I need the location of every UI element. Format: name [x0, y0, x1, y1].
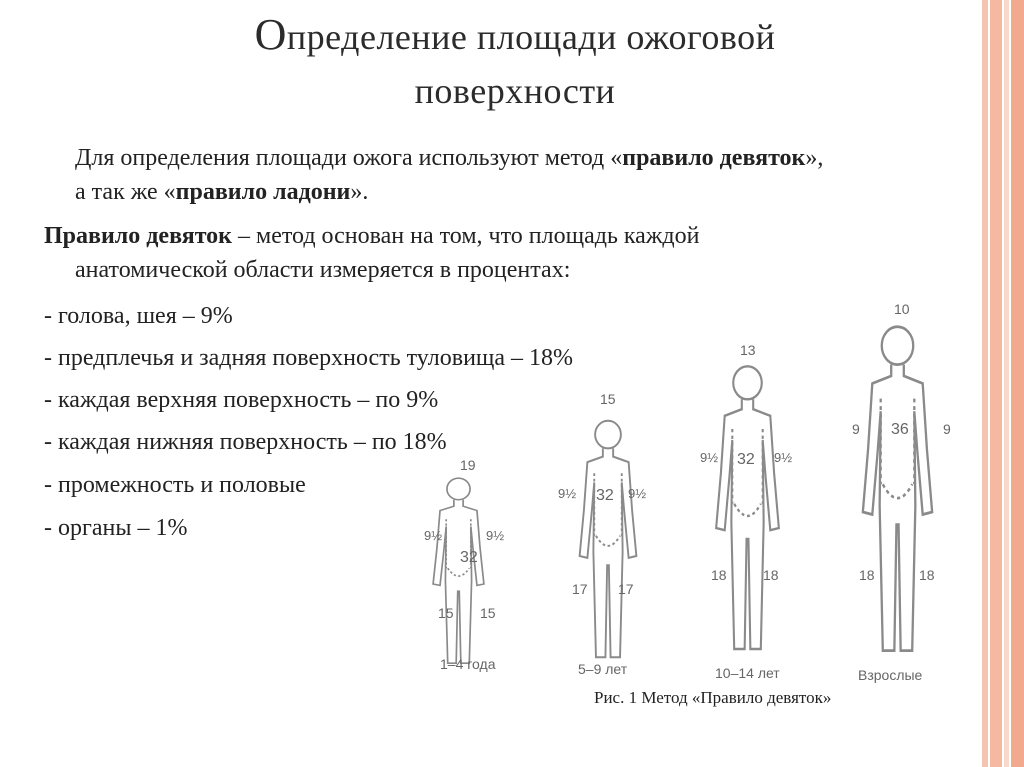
age-group-label: 5–9 лет	[578, 661, 628, 677]
arm-percent-label: 9½	[628, 486, 647, 501]
list-item: - предплечья и задняя поверхность туловища – 18%	[44, 345, 574, 371]
head-percent-label: 10	[894, 301, 910, 317]
leg-percent-label: 15	[480, 605, 496, 621]
trunk-percent-label: 32	[737, 451, 755, 468]
arm-percent-label: 9½	[486, 528, 505, 543]
head-percent-label: 19	[460, 457, 476, 473]
arm-percent-label: 9½	[700, 450, 719, 465]
intro-line-1: Для определения площади ожога используют метод «правило девяток»,	[75, 145, 824, 171]
list-item: - голова, шея – 9%	[44, 303, 233, 329]
slide-title: Определение площади ожоговой поверхности	[254, 10, 776, 111]
age-group-label: 1–4 года	[440, 656, 496, 672]
rule-line-1: Правило девяток – метод основан на том, что площадь каждой	[44, 223, 700, 249]
leg-percent-label: 18	[763, 567, 779, 583]
list-item: - каждая нижняя поверхность – по 18%	[44, 429, 447, 455]
age-group-label: 10–14 лет	[715, 665, 780, 681]
decor-stripe	[990, 0, 1002, 767]
leg-percent-label: 18	[919, 567, 935, 583]
arm-percent-label: 9	[943, 421, 951, 437]
leg-percent-label: 17	[618, 581, 634, 597]
age-group-label: Взрослые	[858, 667, 923, 683]
decor-stripe	[982, 0, 988, 767]
arm-percent-label: 9½	[774, 450, 793, 465]
arm-percent-label: 9½	[558, 486, 577, 501]
arm-percent-label: 9	[852, 421, 860, 437]
decor-stripe	[1004, 0, 1009, 767]
list-item: - органы – 1%	[44, 515, 188, 541]
arm-percent-label: 9½	[424, 528, 443, 543]
list-item: - промежность и половые	[44, 472, 306, 498]
trunk-percent-label: 32	[596, 487, 614, 504]
decor-stripe	[1011, 0, 1024, 767]
trunk-percent-label: 36	[891, 421, 909, 438]
rule-line-2: анатомической области измеряется в процентах:	[75, 257, 571, 283]
intro-line-2: а так же «правило ладони».	[75, 179, 369, 205]
leg-percent-label: 17	[572, 581, 588, 597]
trunk-percent-label: 32	[460, 549, 478, 566]
figure-caption: Рис. 1 Метод «Правило девяток»	[594, 688, 832, 707]
list-item: - каждая верхняя поверхность – по 9%	[44, 387, 439, 413]
leg-percent-label: 18	[859, 567, 875, 583]
head-percent-label: 15	[600, 391, 616, 407]
rule-of-nines-figure	[410, 288, 970, 708]
leg-percent-label: 15	[438, 605, 454, 621]
leg-percent-label: 18	[711, 567, 727, 583]
head-percent-label: 13	[740, 342, 756, 358]
